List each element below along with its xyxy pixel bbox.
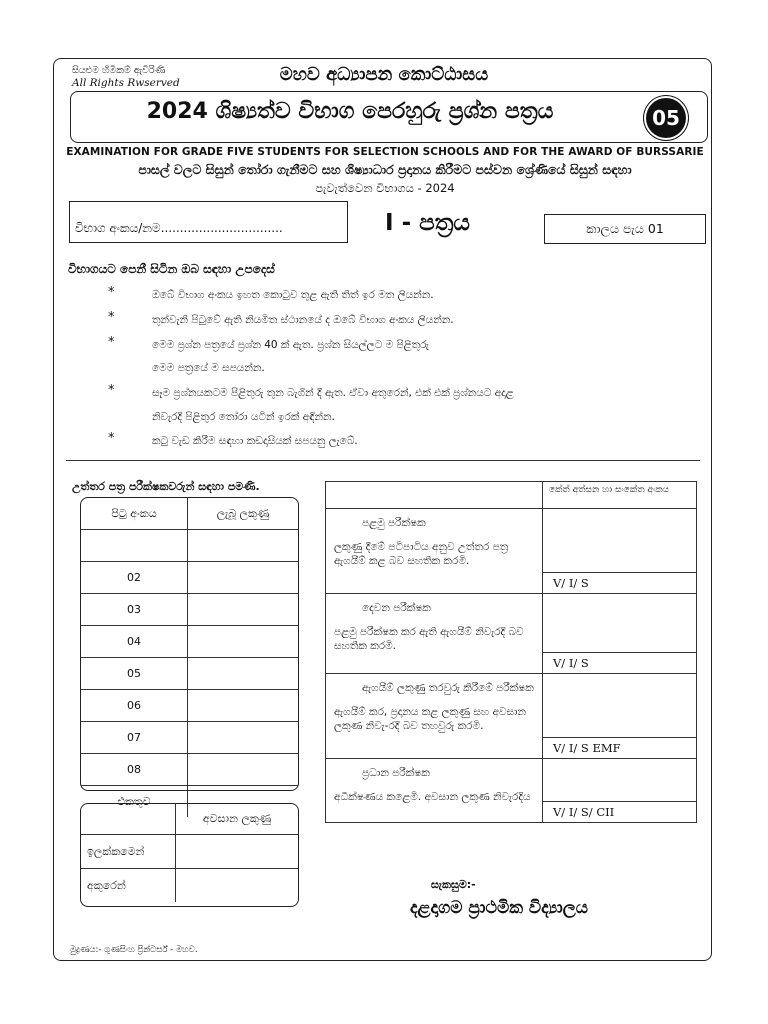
instruction-item: ඔබේ විභාග අංකය ඉහත කොටුව තුළ ඇති තිත් ඉර මත ලියන්න. (152, 289, 434, 301)
english-title: EXAMINATION FOR GRADE FIVE STUDENTS FOR SELECTION SCHOOLS AND FOR THE AWARD OF BURSSARIE (66, 146, 704, 158)
examiner-code: V/ I/ S/ CII (543, 802, 697, 823)
bullet-star: * (108, 383, 115, 398)
bullet-star: * (108, 310, 115, 325)
marks-cell[interactable] (188, 754, 299, 786)
marks-cell[interactable] (188, 658, 299, 690)
table-row: 06 (81, 690, 298, 722)
examiner-code: V/ I/ S (543, 653, 697, 674)
page-marks-table (80, 497, 299, 808)
examiner-row: දෙවන පරීක්ෂක පළමු පරීක්ෂක කර ඇති ඇගයීම් නිවැරදි බව සහතික කරමි. (326, 594, 543, 674)
signature-cell[interactable] (543, 509, 697, 573)
bullet-star: * (108, 431, 115, 446)
bullet-star: * (108, 285, 115, 300)
department-heading: මහව අධ්‍යාපන කොට්ඨාසය (279, 64, 489, 85)
printer-credit: මුද්‍රණය:- ගුණසිංහ ප්‍රින්ටර්ස් - මහව. (70, 945, 198, 955)
marks-cell[interactable] (188, 722, 299, 754)
final-marks-table (80, 803, 299, 907)
table-row: 07 (81, 722, 298, 754)
table-row: 02 (81, 562, 298, 594)
final-figures-cell[interactable] (176, 835, 299, 869)
final-marks-header: අවසාන ලකුණු (176, 804, 299, 835)
instruction-item: මෙම ප්‍රශ්න පත්‍රයේ ප්‍රශ්න 40 ක් ඇත. ප්‍රශ්න සියල්ලට ම පිළිතුරු (152, 339, 429, 351)
examiner-row: ඇගයීම් ලකුණු තරවුරු කිරීමේ පරීක්ෂක ඇගයීම් කර, ප්‍රදානය කළ ලකුණු සහ අවසාන ලකුණ නිවැ-රදි බව තහවුරු කරමි. (326, 674, 543, 759)
total-row: එකතුව (81, 786, 298, 818)
marks-header: ලැබූ ලකුණු (188, 498, 299, 530)
marking-heading: උත්තර පත්‍ර පරීක්ෂකවරුන් සඳහා පමණි. (72, 480, 260, 493)
table-row (81, 530, 298, 562)
marks-cell[interactable] (188, 562, 299, 594)
page-number-header: පිටු අංකය (81, 498, 188, 530)
index-number-label: විභාග අංකය/නම................................ (75, 221, 283, 235)
marks-cell[interactable] (188, 594, 299, 626)
instruction-item: නිවැරදි පිළිතුර තෝරා යටින් ඉරක් අඳින්න. (152, 411, 335, 423)
paper-label: I - පත්‍රය (385, 210, 470, 236)
signature-cell[interactable] (543, 594, 697, 653)
paper-number-badge: 05 (646, 98, 686, 138)
marks-cell[interactable] (188, 530, 299, 562)
examiner-table (325, 481, 697, 823)
rights-english: All Rights Rwserved (72, 77, 180, 89)
table-row: 08 (81, 754, 298, 786)
examiner-row: පළමු පරීක්ෂක ලකුණු දීමේ පටිපාටිය අනුව උත්තර පත්‍ර ඇගයීම් කළ බව සහතික කරමි. (326, 509, 543, 594)
divider (66, 460, 700, 461)
instructions-heading: විභාගයට පෙනී සිටින ඔබ සඳහා උපදෙස් (68, 262, 275, 276)
examiner-code: V/ I/ S EMF (543, 738, 697, 759)
duration-box: කාලය පැය 01 (544, 214, 706, 244)
school-name: දළදාගම ප්‍රාථමික විද්‍යාලය (410, 898, 588, 918)
instruction-item: සෑම ප්‍රශ්නයකටම පිළිතුරු තුන බැගින් දී ඇත. ඒවා අතුරෙන්, එක් එක් ප්‍රශ්නයට අදාළ (152, 387, 514, 399)
examiner-row: ප්‍රධාන පරීක්ෂක අධීක්ෂණය කළෙමි. අවසාන ලකුණ නිවැරදිය (326, 759, 543, 823)
rights-sinhala: සියළුම හිමිකම් ඇවිරිණි (72, 65, 166, 76)
subtitle-line-2: පැවැත්වෙන විභාගය - 2024 (315, 181, 455, 195)
signature-header: කේත් අත්සන හා සංකේත අංකය (543, 482, 697, 509)
bullet-star: * (108, 335, 115, 350)
instruction-item: තුන්වැනි පිටුවේ ඇති නියමිත ස්ථානයේ ද ඔබේ විභාග අංකය ලියන්න. (152, 314, 454, 326)
table-row: 05 (81, 658, 298, 690)
instruction-item: කටු වැඩ කිරීම සඳහා කඩදාසියක් සපයනු ලැබේ. (152, 435, 358, 447)
instruction-item: මෙම පත්‍රයේ ම සපයන්න. (152, 362, 265, 374)
blank-header (81, 804, 176, 835)
table-row: 03 (81, 594, 298, 626)
table-row: අකුරෙන් (81, 869, 298, 903)
signature-cell[interactable] (543, 759, 697, 802)
prepared-by-label: සැකසුම:- (431, 878, 476, 891)
marks-cell[interactable] (188, 626, 299, 658)
marks-cell[interactable] (188, 690, 299, 722)
signature-cell[interactable] (543, 674, 697, 738)
subtitle-line-1: පාසල් වලට සිසුන් තෝරා ගැනීමට සහ ශිෂ්‍යාධාර ප්‍රදානය කිරීමට පස්වන ශ්‍රේණියේ සිසුන් සඳහා (138, 162, 632, 177)
table-row: ඉලක්කමෙන් (81, 835, 298, 869)
examiner-code: V/ I/ S (543, 573, 697, 594)
blank-header (326, 482, 543, 509)
exam-title: 2024 ශිෂ්‍යත්ව විභාග පෙරහුරු ප්‍රශ්න පත්‍රය (146, 99, 554, 124)
final-words-cell[interactable] (176, 869, 299, 903)
table-row: 04 (81, 626, 298, 658)
